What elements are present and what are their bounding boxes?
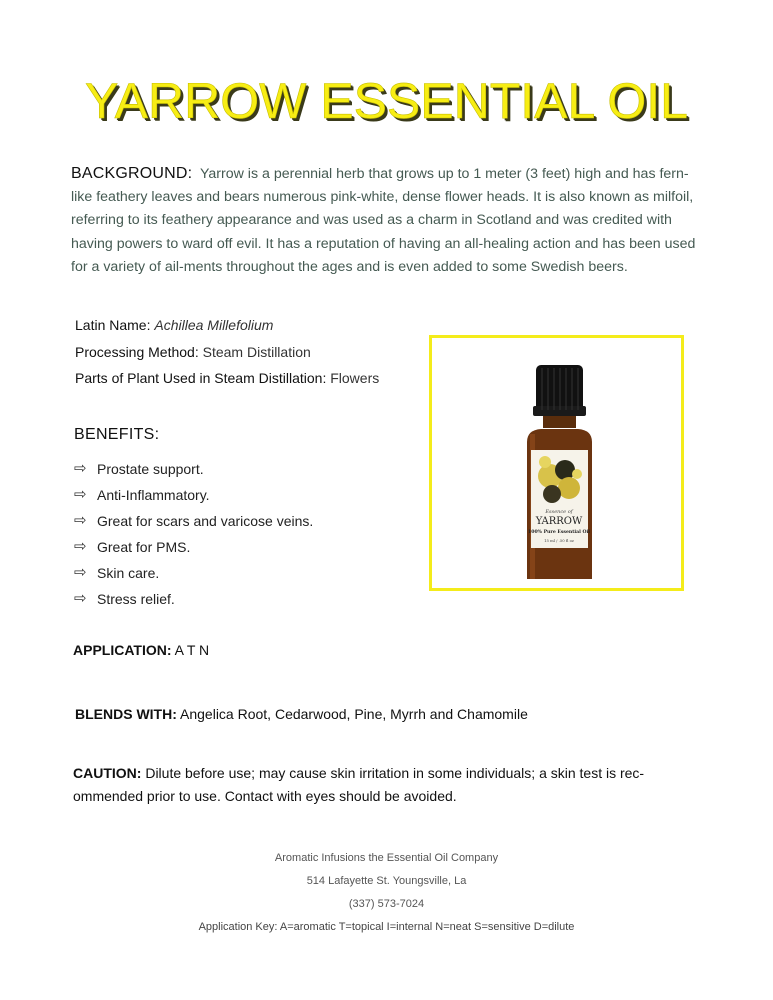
- footer-address: 514 Lafayette St. Youngsville, La: [306, 875, 467, 887]
- plant-parts-row: [75, 365, 379, 392]
- processing-method-label: Processing Method:: [75, 343, 199, 360]
- arrow-icon: ⇨: [74, 512, 87, 529]
- footer-phone: (337) 573-7024: [348, 898, 425, 910]
- list-item: [74, 586, 313, 612]
- blends-section: [75, 703, 528, 726]
- blends-label: BLENDS WITH:: [75, 706, 177, 722]
- footer-application-key: Application Key: A=aromatic T=topical I=internal N=neat S=sensitive D=dilute: [198, 921, 575, 933]
- background-section: [71, 162, 709, 279]
- latin-name-label: Latin Name:: [75, 317, 151, 333]
- list-item: [74, 534, 313, 560]
- application-section: [73, 639, 209, 662]
- benefit-text: Skin care.: [97, 565, 160, 581]
- processing-method-value: Steam Distillation: [202, 343, 311, 360]
- plant-facts: [75, 312, 379, 392]
- plant-parts-value: Flowers: [330, 370, 380, 386]
- background-label: BACKGROUND:: [71, 165, 193, 182]
- latin-name-row: [75, 312, 379, 339]
- arrow-icon: ⇨: [74, 590, 87, 607]
- background-text: Yarrow is a perennial herb that grows up to 1 meter (3 feet) high and has fern-like feathery leaves and bears numerous pink-white, dense flower heads. It is also known as milfoil, referring to its feathery appearance and was used as a charm in Scotland and was credited with having powers to ward off evil. It has a reputation of having an all-healing action and has been used for a variety of ail-ments throughout the ages and is even added to some Swedish beers.: [71, 166, 696, 275]
- list-item: [74, 560, 313, 586]
- application-label: APPLICATION:: [73, 642, 172, 658]
- product-bottle-image: [517, 364, 602, 579]
- plant-parts-label: Parts of Plant Used in Steam Distillation:: [75, 370, 327, 386]
- benefit-text: Prostate support.: [97, 461, 204, 477]
- benefit-text: Stress relief.: [97, 591, 175, 607]
- label-tagline: 100% Pure Essential Oil: [528, 530, 590, 535]
- blends-value: Angelica Root, Cedarwood, Pine, Myrrh and Chamomile: [180, 706, 528, 722]
- list-item: [74, 482, 313, 508]
- caution-section: [73, 762, 645, 808]
- label-name: YARROW: [535, 516, 583, 527]
- product-image-frame: [429, 335, 684, 591]
- benefit-text: Great for scars and varicose veins.: [97, 513, 314, 529]
- page-title: YARROW ESSENTIAL OIL: [85, 73, 688, 129]
- arrow-icon: ⇨: [74, 538, 87, 555]
- arrow-icon: ⇨: [74, 564, 87, 581]
- application-value: A T N: [174, 642, 210, 658]
- list-item: [74, 508, 313, 534]
- latin-name-value: Achillea Millefolium: [154, 317, 274, 333]
- arrow-icon: ⇨: [74, 460, 87, 477]
- benefits-list: [74, 456, 313, 612]
- list-item: [74, 456, 313, 482]
- label-brand: Essence of: [545, 509, 573, 515]
- benefits-heading: BENEFITS:: [74, 426, 160, 443]
- footer-company: Aromatic Infusions the Essential Oil Company: [274, 852, 499, 864]
- benefit-text: Great for PMS.: [97, 539, 191, 555]
- processing-method-row: [75, 339, 379, 366]
- caution-value: Dilute before use; may cause skin irritation in some individuals; a skin test is rec-ommended prior to use. Contact with eyes should be avoided.: [73, 765, 645, 804]
- arrow-icon: ⇨: [74, 486, 87, 503]
- caution-label: CAUTION:: [73, 765, 142, 781]
- benefit-text: Anti-Inflammatory.: [97, 487, 210, 503]
- label-volume: 15 ml / .50 fl oz: [544, 538, 574, 543]
